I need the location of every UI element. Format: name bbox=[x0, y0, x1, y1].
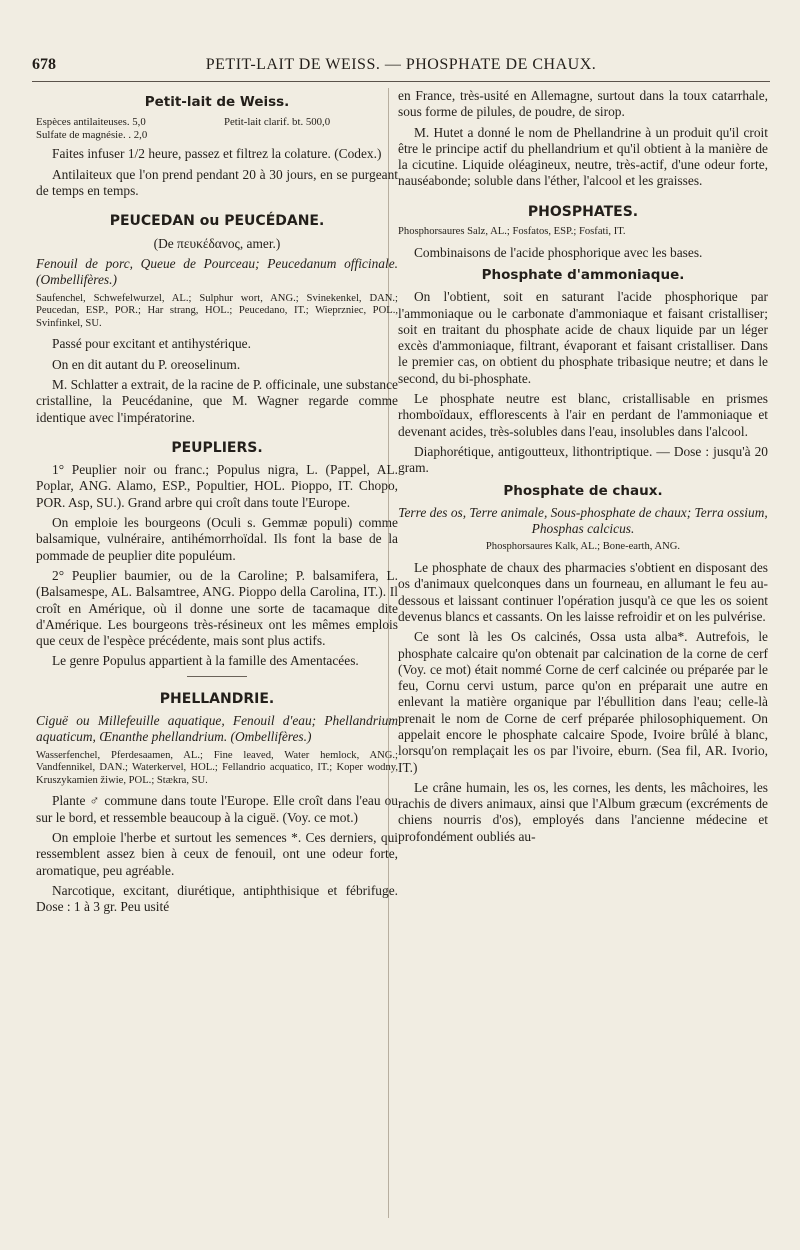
formula-cell: Petit-lait clarif. bt. 500,0 bbox=[224, 116, 331, 129]
running-head bbox=[32, 56, 770, 78]
formula-row bbox=[36, 129, 398, 142]
paragraph: 2° Peuplier baumier, ou de la Caroline; P. balsamifera, L. (Balsamespe, AL. Balsamtree, ANG. Pioppo della Carolina, IT.). Il croît en Amérique, où il donne une sorte de tacamaque dite d'Amérique. Les bourgeons très-résineux ont les mêmes emplois que ceux de l'espèce précédente, mais sont plus actifs. bbox=[36, 567, 398, 649]
synonyms: Terre des os, Terre animale, Sous-phosphate de chaux; Terra ossium, Phosphas calcicus. bbox=[398, 504, 768, 537]
formula-cell: Espèces antilaiteuses. 5,0 bbox=[36, 116, 146, 129]
paragraph: On emploie l'herbe et surtout les semences *. Ces derniers, qui ressemblent assez bien à ceux de fenouil, ont une odeur forte, aromatique, peu agréable. bbox=[36, 829, 398, 878]
formula-cell: Sulfate de magnésie. . 2,0 bbox=[36, 128, 148, 141]
paragraph: Antilaiteux que l'on prend pendant 20 à 30 jours, en se purgeant de temps en temps. bbox=[36, 166, 398, 199]
paragraph: M. Schlatter a extrait, de la racine de P. officinale, une substance cristalline, la Peucédanine, que M. Wagner regarde comme identique avec l'impératorine. bbox=[36, 376, 398, 425]
formula-cell bbox=[224, 129, 398, 142]
synonyms: Fenouil de porc, Queue de Pourceau; Peucedanum officinale. (Ombellifères.) bbox=[36, 255, 398, 288]
left-column bbox=[36, 88, 398, 919]
paragraph: Narcotique, excitant, diurétique, antiphthisique et fébrifuge. Dose : 1 à 3 gr. Peu usité bbox=[36, 882, 398, 915]
paragraph: M. Hutet a donné le nom de Phellandrine à un produit qu'il croit être le principe actif du phellandrium et qu'il obtient à la manière de la cicutine. Liquide oléagineux, neutre, très-actif, d'une odeur forte, nauséabonde; soluble dans l'éther, l'alcool et les graisses. bbox=[398, 124, 768, 189]
section-title-phellandrie: PHELLANDRIE. bbox=[159, 690, 275, 707]
section-title-peucedan: PEUCEDAN ou PEUCÉDANE. bbox=[109, 213, 325, 230]
paragraph: On emploie les bourgeons (Oculi s. Gemmæ populi) comme balsamique, vulnéraire, antihémorrhoïdal. Ils font la base de la pommade de peuplier dite populéum. bbox=[36, 515, 398, 563]
page-number: 678 bbox=[32, 56, 56, 73]
paragraph: Diaphorétique, antigoutteux, lithontriptique. — Dose : jusqu'à 20 gram. bbox=[398, 443, 768, 476]
section-title-ammoniaque: Phosphate d'ammoniaque. bbox=[481, 266, 685, 283]
paragraph: Le genre Populus appartient à la famille des Amentacées. bbox=[52, 653, 359, 669]
section-title-peupliers: PEUPLIERS. bbox=[171, 439, 263, 456]
section-divider bbox=[187, 676, 247, 677]
formula-table bbox=[36, 116, 398, 141]
paragraph: 1° Peuplier noir ou franc.; Populus nigra, L. (Pappel, AL. Poplar, ANG. Alamo, ESP., Popultier, HOL. Pioppo, IT. Chopo, POR. Asp, SU.). Grand arbre qui croît dans toute l'Europe. bbox=[36, 462, 398, 510]
paragraph: Le crâne humain, les os, les cornes, les dents, les mâchoires, les rachis de divers animaux, ainsi que l'Album græcum (excréments de chiens nourris d'os), employés dans l'ancienne médecine et profondément oubliés au- bbox=[398, 779, 768, 844]
paragraph: en France, très-usité en Allemagne, surtout dans la toux catarrhale, sous forme de pilules, de poudre, de sirop. bbox=[398, 88, 768, 120]
paragraph: Passé pour excitant et antihystérique. bbox=[52, 336, 251, 352]
paragraph: Le phosphate de chaux des pharmacies s'obtient en disposant des os d'animaux quelconques dans un fourneau, en allumant le feu au-dessous et laissant continuer l'opération jusqu'à ce que les os soient devenus blancs et cassants. On les laisse refroidir et on les pulvérise. bbox=[398, 560, 768, 624]
section-title-phosphates: PHOSPHATES. bbox=[527, 203, 639, 220]
etymology: (De πευκέδανος, amer.) bbox=[153, 235, 281, 251]
section-title-chaux: Phosphate de chaux. bbox=[503, 482, 663, 499]
header-rule bbox=[32, 81, 770, 82]
paragraph: On en dit autant du P. oreoselinum. bbox=[52, 356, 241, 372]
foreign-names: Saufenchel, Schwefelwurzel, AL.; Sulphur wort, ANG.; Svinekenkel, DAN.; Peucedan, ESP., POR.; Har strang, HOL.; Peucedano, IT.; Wieprzniec, POL., Svinfinkel, SU. bbox=[36, 292, 398, 329]
paragraph: Ce sont là les Os calcinés, Ossa usta alba*. Autrefois, le phosphate calcaire qu'on obtenait par calcination de la corne de cerf (Voy. ce mot) était nommé Corne de cerf calcinée ou préparée par le feu, Cornu cervi ustum, parce qu'on en préparait une autre en enlevant la matière organique par l'ébullition dans l'eau; celle-là prenait le nom de Corne de cerf préparée philosophiquement. On appelait encore le phosphate calcaire Spode, Ivoire brûlé à blanc, lorsqu'on remplaçait les os par l'ivoire, eburn. (Sea fil, AR. Ivorio, IT.) bbox=[398, 629, 768, 775]
paragraph: On l'obtient, soit en saturant l'acide phosphorique par l'ammoniaque ou le carbonate d'ammoniaque et faisant cristalliser; soit en traitant du phosphate acide de chaux liquide par un léger excès d'ammoniaque, filtrant, évaporant et faisant cristalliser. Dans le premier cas, on obtient du phosphate tribasique neutre; et dans le second, du bi-phosphate. bbox=[398, 289, 768, 386]
right-column bbox=[398, 88, 768, 849]
foreign-names: Phosphorsaures Salz, AL.; Fosfatos, ESP.; Fosfati, IT. bbox=[398, 226, 626, 238]
foreign-names: Phosphorsaures Kalk, AL.; Bone-earth, ANG. bbox=[485, 541, 681, 553]
paragraph: Combinaisons de l'acide phosphorique avec les bases. bbox=[414, 244, 703, 260]
paragraph: Plante ♂ commune dans toute l'Europe. Elle croît dans l'eau ou sur le bord, et ressemble beaucoup à la ciguë. (Voy. ce mot.) bbox=[36, 793, 398, 825]
synonyms: Ciguë ou Millefeuille aquatique, Fenouil d'eau; Phellandrium aquaticum, Œnanthe phellandrium. (Ombellifères.) bbox=[36, 712, 398, 745]
section-title-petit-lait: Petit-lait de Weiss. bbox=[144, 94, 290, 110]
foreign-names: Wasserfenchel, Pferdesaamen, AL.; Fine leaved, Water hemlock, ANG.; Vandfennikel, DAN.; Waterkervel, HOL.; Fellandrio acquatico, IT.; Koper wodny, Kruszykamien žiwie, POL.; Stækra, SU. bbox=[36, 749, 398, 786]
paragraph: Le phosphate neutre est blanc, cristallisable en prismes rhomboïdaux, efflorescents à l'air en perdant de l'ammoniaque et devenant acides, très-solubles dans l'eau, insolubles dans l'alcool. bbox=[398, 391, 768, 439]
formula-row bbox=[36, 116, 398, 129]
paragraph: Faites infuser 1/2 heure, passez et filtrez la colature. (Codex.) bbox=[52, 146, 382, 162]
running-title: PETIT-LAIT DE WEISS. — PHOSPHATE DE CHAUX. bbox=[205, 56, 597, 73]
